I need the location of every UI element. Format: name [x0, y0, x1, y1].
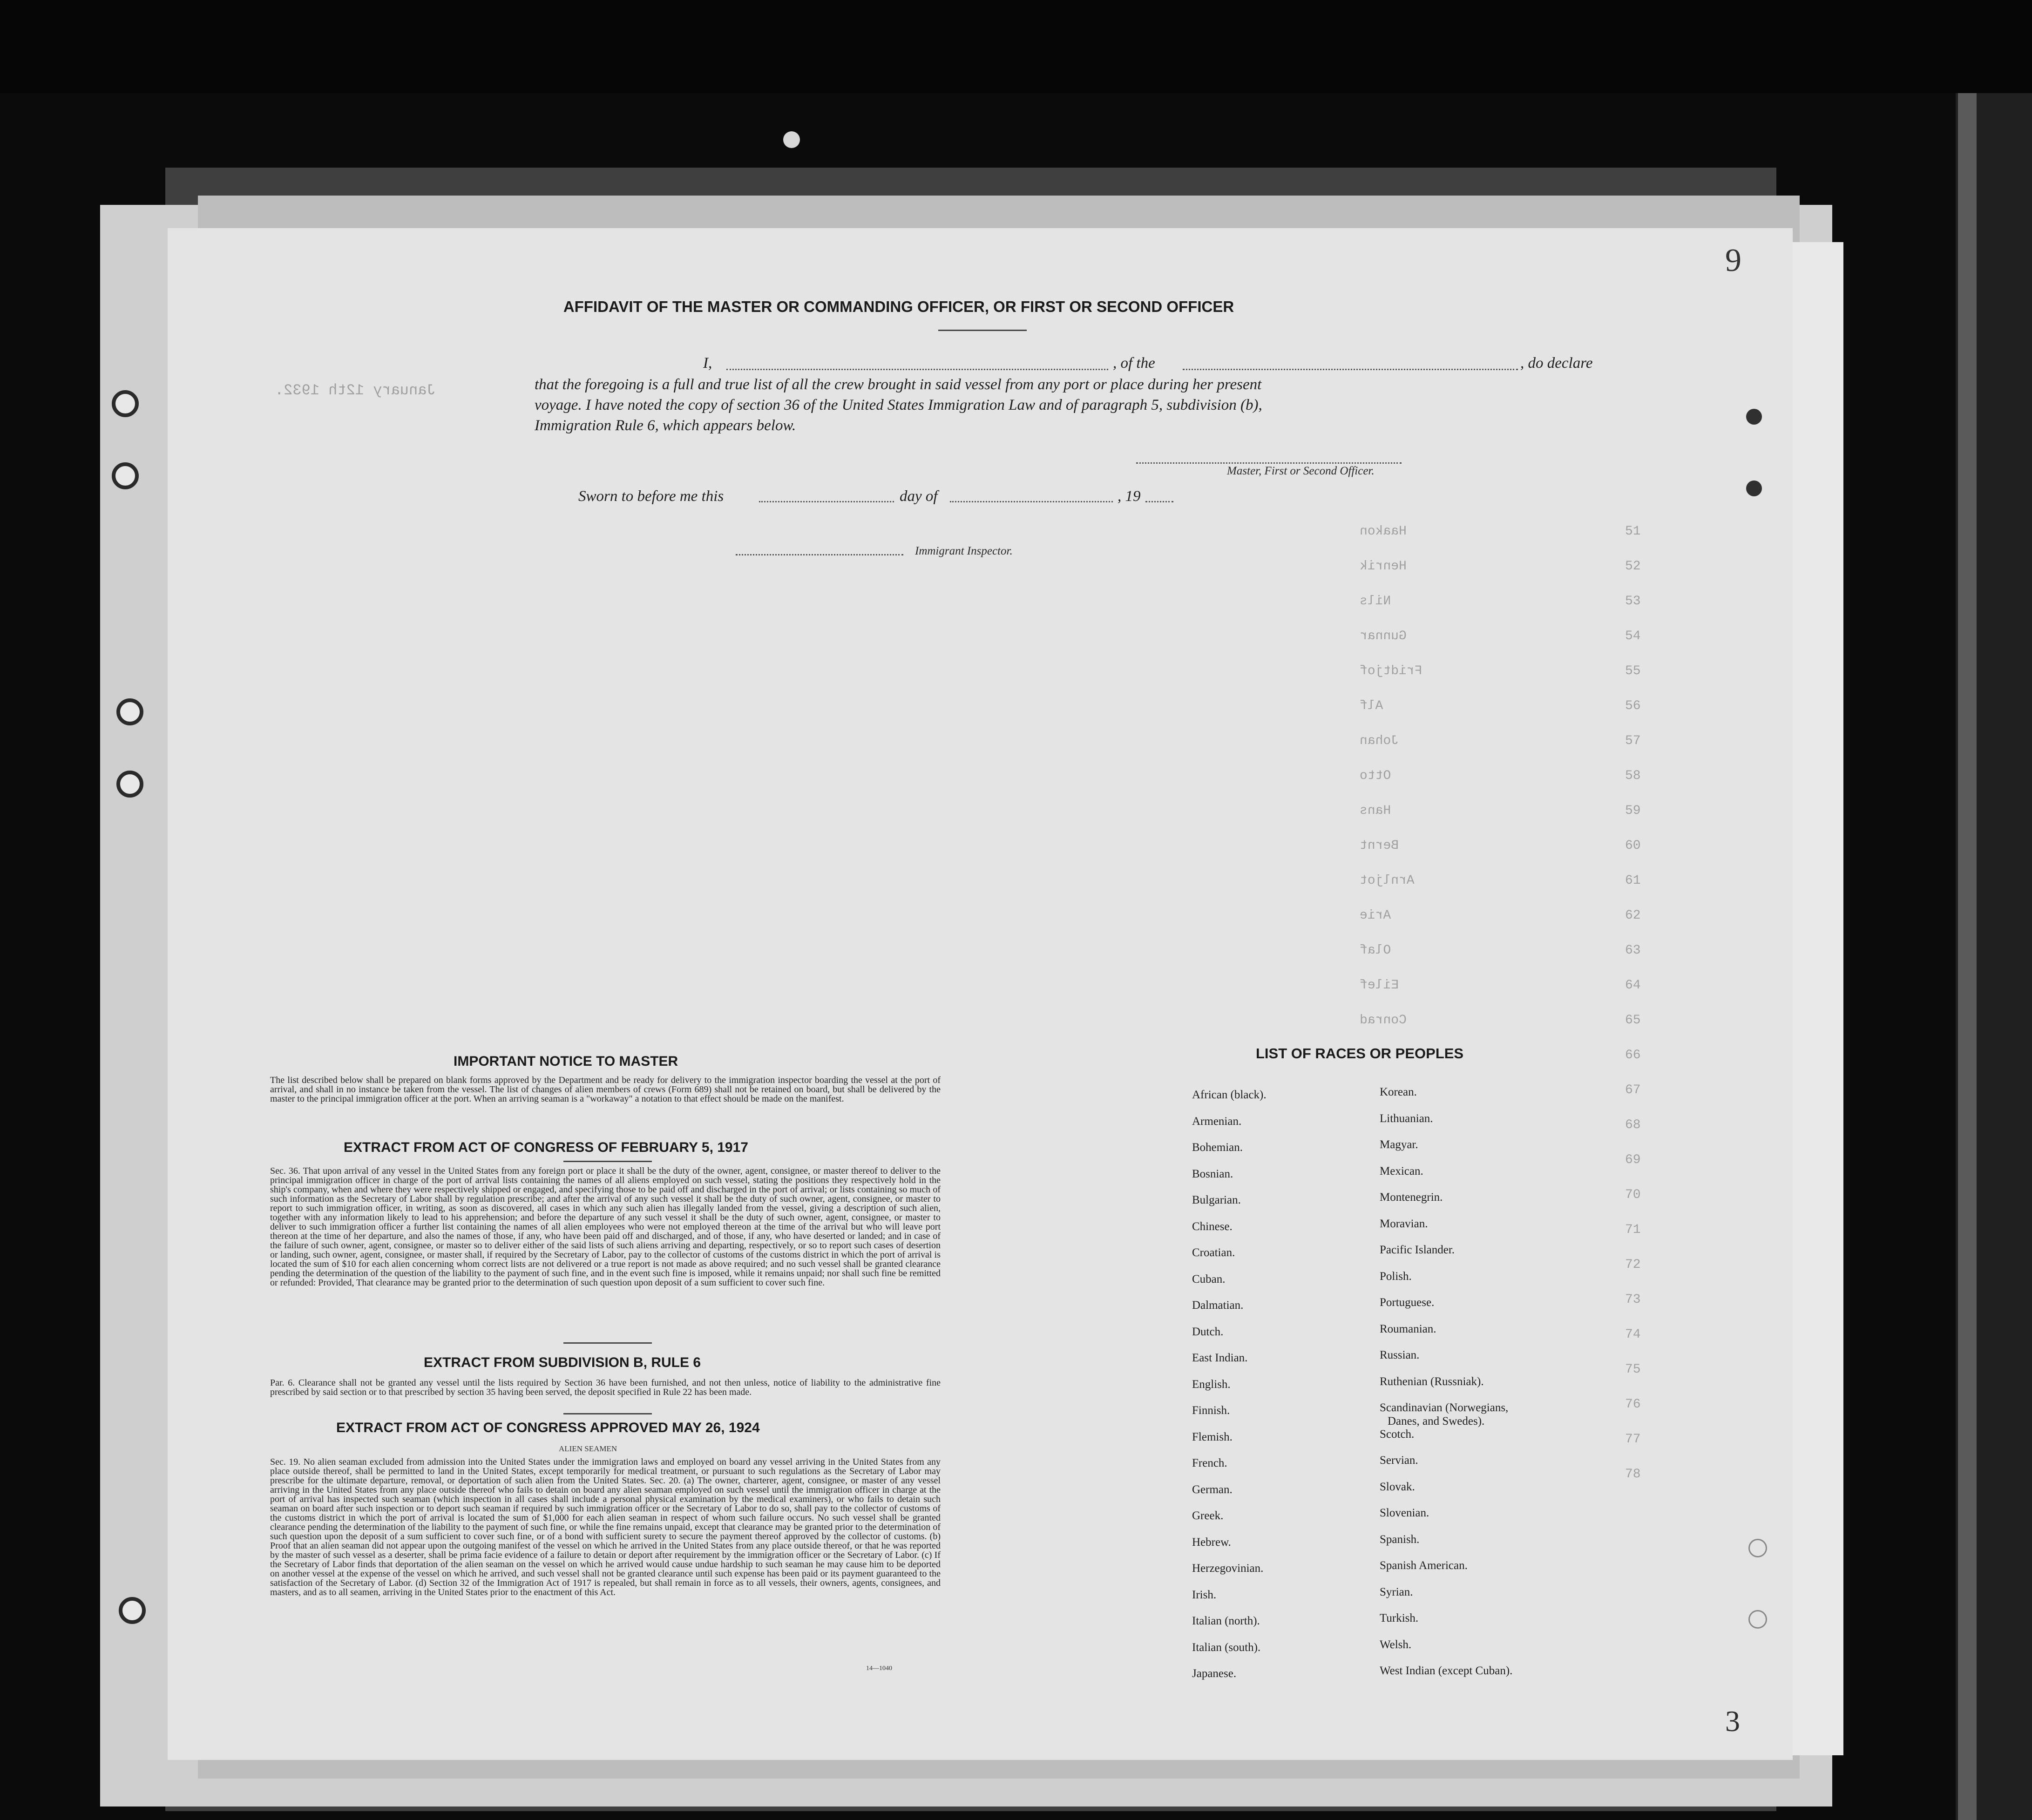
ghost-row-number: 73 — [1625, 1292, 1641, 1307]
affidavit-line-4: Immigration Rule 6, which appears below. — [535, 417, 796, 434]
ghost-row-number: 65 — [1625, 1013, 1641, 1028]
ghost-row-number: 51 — [1625, 524, 1641, 539]
ghost-row-number: 60 — [1625, 839, 1641, 853]
ghost-row-number: 56 — [1625, 699, 1641, 713]
punch-hole — [1746, 409, 1762, 425]
race-item: Japanese. — [1192, 1667, 1237, 1680]
extract-1917-text: Sec. 36. That upon arrival of any vessel in the United States from any foreign port or place it shall be the duty of the owner, agent, consignee, or master thereof to deliver to the principal immigration officer in charge of the port of arrival lists containing the names of all aliens employed on such vessel, stating the positions they respectively hold in the ship's company, when and where they were respectively shipped or engaged, and specifying those to be paid off and discharged in the port of arrival; or lists containing so much of such information as the Secretary of Labor shall by regulation prescribe; and after the arrival of any such vessel it shall be the duty of such owner, agent, consignee, or master to report to such immigration officer, in writing, as soon as discovered, all cases in which any such alien has illegally landed from the vessel, giving a description of such alien, together with any information likely to lead to his apprehension; and before the departure of any such vessel it shall be the duty of such owner, agent, consignee, or master to deliver to such immigration officer a further list containing the names of all alien employees who were not employed thereon at the time of the arrival but who will leave port thereon at the time of her departure, and also the names of those, if any, who have been paid off and discharged, and of those, if any, who have deserted or landed; and in case of the failure of such owner, agent, consignee, or master so to deliver either of the said lists of such aliens arriving and departing, respectively, or so to report such cases of desertion or landing, such owner, agent, consignee, or master shall, if required by the Secretary of Labor, pay to the collector of customs of the customs district in which the port of arrival is located the sum of $10 for each alien concerning whom correct lists are not delivered or a true report is not made as above required; and no such vessel shall be granted clearance pending the determination of the question of the liability to the payment of such fine, and in the event such fine is imposed, while it remains unpaid; nor shall such fine be remitted or refunded: Provided, That clearance may be granted prior to the determination of such question upon deposit of a sum sufficient to cover such fine. — [270, 1166, 941, 1288]
extract-1924-subtitle: ALIEN SEAMEN — [559, 1444, 617, 1453]
race-item: Lithuanian. — [1380, 1112, 1433, 1125]
ghost-row-number: 54 — [1625, 629, 1641, 643]
race-item: Welsh. — [1380, 1638, 1412, 1651]
binder-ring — [116, 698, 143, 725]
race-item: Spanish American. — [1380, 1559, 1468, 1572]
race-item: Slovak. — [1380, 1480, 1415, 1493]
day-blank[interactable] — [759, 501, 894, 502]
race-item: Herzegovinian. — [1192, 1562, 1264, 1575]
binder-ring — [119, 1597, 146, 1624]
extract-rule6-title: EXTRACT FROM SUBDIVISION B, RULE 6 — [424, 1355, 701, 1370]
race-item: Turkish. — [1380, 1612, 1419, 1624]
affidavit-i: I, — [703, 355, 712, 372]
race-item: Mexican. — [1380, 1164, 1423, 1177]
ghost-row-number: 67 — [1625, 1083, 1641, 1097]
race-item: Irish. — [1192, 1588, 1217, 1601]
race-item: Syrian. — [1380, 1585, 1413, 1598]
vessel-blank[interactable] — [1183, 369, 1518, 370]
binder-ring — [112, 462, 139, 489]
day-of-label: day of — [900, 488, 938, 505]
race-item: Scandinavian (Norwegians, — [1380, 1401, 1509, 1414]
punch-hole — [1748, 1610, 1767, 1629]
race-item: Spanish. — [1380, 1533, 1420, 1546]
punch-hole — [1746, 480, 1762, 496]
affidavit-of-the: , of the — [1113, 355, 1155, 372]
divider — [563, 1413, 652, 1414]
race-item: Scotch. — [1380, 1428, 1415, 1441]
race-item: Croatian. — [1192, 1246, 1235, 1259]
ghost-row-number: 70 — [1625, 1188, 1641, 1202]
ghost-name: Alf — [1360, 699, 1383, 713]
notice-title: IMPORTANT NOTICE TO MASTER — [454, 1054, 678, 1069]
race-item: Bosnian. — [1192, 1167, 1233, 1180]
ghost-name: Olaf — [1360, 943, 1391, 958]
year-label: , 19 — [1118, 488, 1141, 505]
affidavit-line-3: voyage. I have noted the copy of section 36 of the United States Immigration Law and of paragraph 5, subdivision (b), — [535, 397, 1262, 413]
corner-mark: 9 — [1725, 243, 1741, 278]
form-number: 14—1040 — [866, 1665, 892, 1672]
race-item: Italian (north). — [1192, 1615, 1260, 1627]
ghost-name: Conrad — [1360, 1013, 1407, 1028]
ghost-name: Johan — [1360, 734, 1399, 748]
manifest-page — [168, 228, 1793, 1760]
race-item: Ruthenian (Russniak). — [1380, 1375, 1484, 1388]
divider — [563, 1161, 652, 1162]
race-item: Hebrew. — [1192, 1536, 1231, 1549]
divider — [563, 1342, 652, 1344]
ghost-name: Haakon — [1360, 524, 1407, 539]
divider — [938, 330, 1027, 331]
ghost-row-number: 66 — [1625, 1048, 1641, 1062]
ghost-row-number: 59 — [1625, 804, 1641, 818]
ghost-name: Fridtjof — [1360, 664, 1422, 678]
ghost-row-number: 68 — [1625, 1118, 1641, 1132]
ghost-row-number: 52 — [1625, 559, 1641, 574]
races-title: LIST OF RACES OR PEOPLES — [1256, 1045, 1464, 1062]
race-item: Slovenian. — [1380, 1507, 1429, 1519]
race-item: Polish. — [1380, 1270, 1412, 1283]
month-blank[interactable] — [950, 501, 1113, 502]
scanner-background — [0, 0, 2032, 93]
race-item: Montenegrin. — [1380, 1191, 1443, 1204]
ghost-row-number: 78 — [1625, 1467, 1641, 1482]
race-item: Greek. — [1192, 1509, 1224, 1522]
ghost-row-number: 64 — [1625, 978, 1641, 993]
affidavit-declare: , do declare — [1520, 355, 1593, 372]
ghost-name: Henrik — [1360, 559, 1407, 574]
ghost-row-number: 58 — [1625, 769, 1641, 783]
inspector-blank[interactable] — [736, 554, 903, 555]
race-item: Bulgarian. — [1192, 1194, 1241, 1206]
race-item: Dalmatian. — [1192, 1299, 1244, 1312]
race-item: Cuban. — [1192, 1272, 1226, 1286]
notice-text: The list described below shall be prepared on blank forms approved by the Department and be ready for delivery to the immigration inspector boarding the vessel at the port of arrival, and shall in no instance be taken from the vessel. The list of changes of alien members of crews (Form 689) shall not be retained on board, but shall be delivered by the master to the principal immigration officer at the port. When an arriving seaman is a "workaway" a notation to that effect should be made on the manifest. — [270, 1075, 941, 1104]
race-item: Servian. — [1380, 1454, 1418, 1467]
race-item: Moravian. — [1380, 1217, 1428, 1230]
race-item: East Indian. — [1192, 1352, 1248, 1364]
ghost-row-number: 71 — [1625, 1223, 1641, 1237]
race-item: Magyar. — [1380, 1138, 1418, 1151]
ghost-row-number: 76 — [1625, 1397, 1641, 1412]
race-item: French. — [1192, 1457, 1227, 1469]
page-edge — [1790, 242, 1843, 1755]
race-item: Italian (south). — [1192, 1641, 1261, 1654]
inspector-label: Immigrant Inspector. — [915, 545, 1013, 557]
ghost-name: Arnljot — [1360, 873, 1415, 888]
race-item: Bohemian. — [1192, 1141, 1243, 1154]
ghost-row-number: 75 — [1625, 1362, 1641, 1377]
ghost-name: Gunnar — [1360, 629, 1407, 643]
ghost-row-number: 69 — [1625, 1153, 1641, 1167]
ghost-row-number: 72 — [1625, 1258, 1641, 1272]
ghost-row-number: 62 — [1625, 908, 1641, 923]
race-item: German. — [1192, 1483, 1233, 1496]
extract-rule6-text: Par. 6. Clearance shall not be granted any vessel until the lists required by Section 36 have been furnished, and not then unless, notice of liability to the administrative fine prescribed by said section or to that prescribed by section 35 having been served, the deposit specified in Rule 22 has been made. — [270, 1378, 941, 1397]
race-item: Danes, and Swedes). — [1388, 1414, 1485, 1428]
affidavit-title: AFFIDAVIT OF THE MASTER OR COMMANDING OFFICER, OR FIRST OR SECOND OFFICER — [563, 298, 1234, 315]
race-item: Flemish. — [1192, 1430, 1233, 1443]
ghost-name: Hans — [1360, 804, 1391, 818]
ghost-date: January 12th 1932. — [275, 382, 436, 399]
race-item: West Indian (except Cuban). — [1380, 1664, 1513, 1677]
ghost-row-number: 55 — [1625, 664, 1641, 678]
ghost-name: Otto — [1360, 769, 1391, 783]
race-item: African (black). — [1192, 1089, 1267, 1101]
ghost-row-number: 74 — [1625, 1327, 1641, 1342]
race-item: Chinese. — [1192, 1220, 1233, 1233]
signature-blank[interactable] — [1136, 462, 1402, 464]
year-blank[interactable] — [1145, 501, 1173, 502]
scanner-edge-highlight — [1958, 93, 1977, 1820]
ghost-name: Eilef — [1360, 978, 1399, 993]
race-item: Dutch. — [1192, 1325, 1224, 1338]
name-blank[interactable] — [726, 369, 1108, 370]
race-item: Pacific Islander. — [1380, 1244, 1455, 1256]
extract-1924-title: EXTRACT FROM ACT OF CONGRESS APPROVED MAY 26, 1924 — [336, 1420, 760, 1435]
ghost-name: Arie — [1360, 908, 1391, 923]
extract-1924-text: Sec. 19. No alien seaman excluded from admission into the United States under the immigration laws and employed on board any vessel arriving in the United States from any place outside thereof, shall be permitted to land in the United States, except temporarily for medical treatment, or pursuant to such regulations as the Secretary of Labor may prescribe for the ultimate departure, removal, or deportation of such alien from the United States. Sec. 20. (a) The owner, charterer, agent, consignee, or master of any vessel arriving in the United States from any place outside thereof who fails to detain on board any alien seaman employed on such vessel until the immigration officer in charge at the port of arrival has inspected such seaman (which inspection in all cases shall include a personal physical examination by the medical examiners), or who fails to detain such seaman on board after such inspection or to deport such seaman if required by such immigration officer or the Secretary of Labor to do so, shall pay to the collector of customs of the customs district in which the port of arrival is located the sum of $1,000 for each alien seaman in respect of whom such failure occurs. No such vessel shall be granted clearance pending the determination of the liability to the payment of such fine, or while the fine remains unpaid, except that clearance may be granted prior to the determination of such question upon the deposit of a sum sufficient to cover such fine, or of a bond with sufficient surety to secure the payment thereof approved by the collector of customs. (b) Proof that an alien seaman did not appear upon the outgoing manifest of the vessel on which he arrived in the United States from any place outside thereof, or that he was reported by the master of such vessel as a deserter, shall be prima facie evidence of a failure to detain or deport after requirement by the immigration officer or the Secretary of Labor. (c) If the Secretary of Labor finds that deportation of the alien seaman on the vessel on which he arrived would cause undue hardship to such seaman he may cause him to be deported on another vessel at the expense of the vessel on which he arrived, and such vessel shall not be granted clearance until such expense has been paid or its payment guaranteed to the satisfaction of the Secretary of Labor. (d) Section 32 of the Immigration Act of 1917 is repealed, but shall remain in force as to all vessels, their owners, agents, consignees, and masters, and as to all seamen, arriving in the United States prior to the enactment of this Act. — [270, 1457, 941, 1597]
race-item: English. — [1192, 1378, 1231, 1391]
ghost-row-number: 57 — [1625, 734, 1641, 748]
ghost-row-number: 53 — [1625, 594, 1641, 609]
ghost-row-number: 61 — [1625, 873, 1641, 888]
race-item: Finnish. — [1192, 1404, 1230, 1417]
binder-ring — [116, 771, 143, 798]
master-signature-label: Master, First or Second Officer. — [1227, 465, 1375, 477]
binder-ring — [112, 390, 139, 417]
extract-1917-title: EXTRACT FROM ACT OF CONGRESS OF FEBRUARY 5, 1917 — [344, 1140, 748, 1155]
race-item: Armenian. — [1192, 1115, 1242, 1128]
affidavit-line-2: that the foregoing is a full and true list of all the crew brought in said vessel from any port or place during her present — [535, 376, 1262, 393]
page-number-mark: 3 — [1725, 1705, 1740, 1738]
ghost-row-number: 77 — [1625, 1432, 1641, 1447]
ghost-row-number: 63 — [1625, 943, 1641, 958]
race-item: Korean. — [1380, 1086, 1417, 1098]
race-item: Portuguese. — [1380, 1296, 1435, 1309]
race-item: Roumanian. — [1380, 1322, 1436, 1335]
ghost-name: Bernt — [1360, 839, 1399, 853]
punch-hole — [1748, 1539, 1767, 1557]
punch-hole — [783, 131, 800, 148]
sworn-label: Sworn to before me this — [578, 488, 724, 505]
ghost-name: Nils — [1360, 594, 1391, 609]
race-item: Russian. — [1380, 1349, 1420, 1361]
